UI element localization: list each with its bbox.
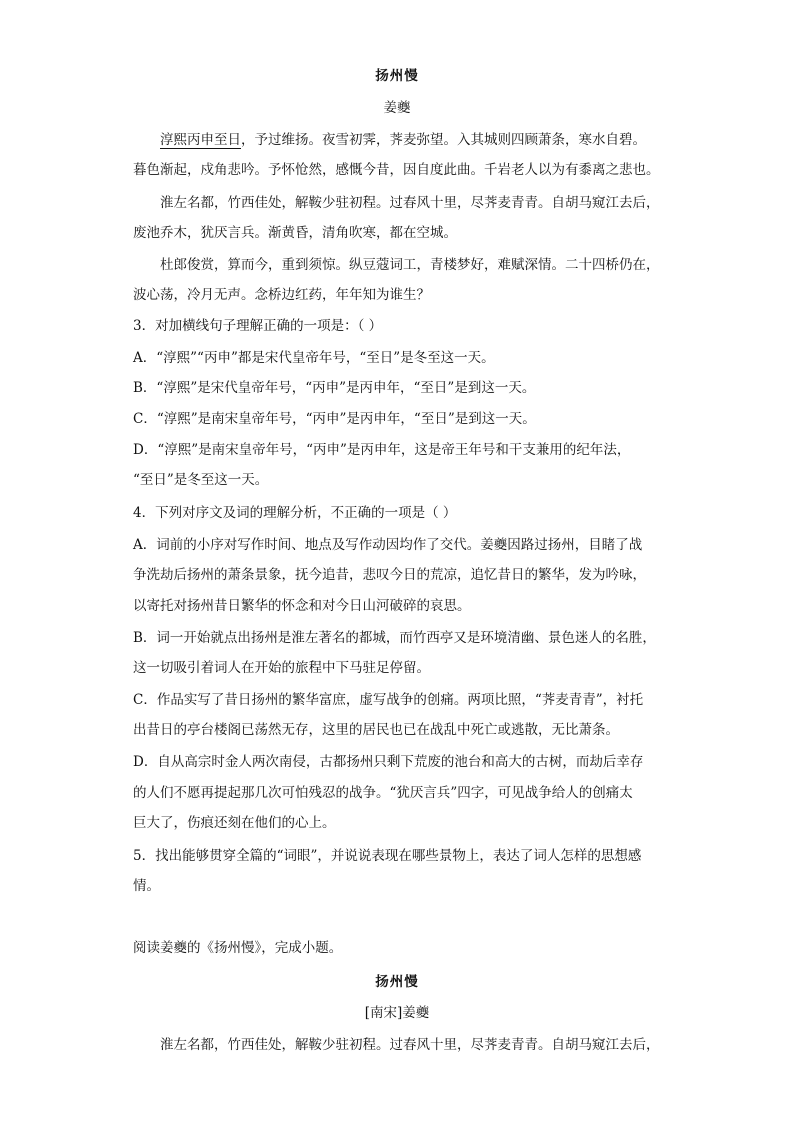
question-5-line-1: 5．找出能够贯穿全篇的“词眼”，并说说表现在哪些景物上，表达了词人怎样的思想感 (133, 848, 642, 864)
preface-line-1 (160, 130, 680, 150)
stanza1-line-2: 废池乔木，犹厌言兵。渐黄昏，清角吹寒，都在空城。 (133, 225, 457, 241)
question-3-stem: 3．对加横线句子理解正确的一项是：（ ） (133, 318, 383, 334)
question-4-option-c-1: C．作品实写了昔日扬州的繁华富庶，虚写战争的创痛。两项比照，“荠麦青青”，衬托 (133, 692, 644, 708)
poem-title: 扬州慢 (375, 68, 419, 84)
question-4-option-d-3: 巨大了，伤痕还刻在他们的心上。 (133, 815, 336, 831)
preface-line-2: 暮色渐起，戍角悲吟。予怀怆然，感慨今昔，因自度此曲。千岩老人以为有黍离之悲也。 (133, 162, 660, 178)
stanza2-line-1: 杜郎俊赏，算而今，重到须惊。纵豆蔻词工，青楼梦好，难赋深情。二十四桥仍在， (160, 257, 660, 273)
question-4-option-d-2: 的人们不愿再提起那几次可怕残忍的战争。“犹厌言兵”四字，可见战争给人的创痛太 (133, 785, 633, 801)
underlined-phrase: 淳熙丙申至日 (160, 132, 241, 148)
question-4-option-a-2: 争洗劫后扬州的萧条景象，抚今追昔，悲叹今日的荒凉，追忆昔日的繁华，发为吟咏， (133, 567, 646, 583)
question-3-option-d-1: D．“淳熙”是南宋皇帝年号，“丙申”是丙申年，这是帝王年号和干支兼用的纪年法， (133, 442, 631, 458)
question-5-line-2: 情。 (133, 878, 160, 894)
section-2-line-1: 淮左名都，竹西佳处，解鞍少驻初程。过春风十里，尽荠麦青青。自胡马窥江去后， (160, 1037, 660, 1053)
question-4-option-b-2: 这一切吸引着词人在开始的旅程中下马驻足停留。 (133, 660, 430, 676)
question-3-option-c: C．“淳熙”是南宋皇帝年号，“丙申”是丙申年，“至日”是到这一天。 (133, 411, 536, 427)
question-4-stem: 4．下列对序文及词的理解分析，不正确的一项是（ ） (133, 505, 457, 521)
question-3-option-a: A．“淳熙”“丙申”都是宋代皇帝年号，“至日”是冬至这一天。 (133, 350, 495, 366)
section-2-intro: 阅读姜夔的《扬州慢》，完成小题。 (133, 940, 343, 956)
section-2-poem-title: 扬州慢 (375, 974, 419, 990)
stanza2-line-2: 波心荡，冷月无声。念桥边红药，年年知为谁生？ (133, 287, 430, 303)
stanza1-line-1: 淮左名都，竹西佳处，解鞍少驻初程。过春风十里，尽荠麦青青。自胡马窥江去后， (160, 195, 660, 211)
question-4-option-c-2: 出昔日的亭台楼阁已荡然无存，这里的居民也已在战乱中死亡或逃散，无比萧条。 (133, 722, 619, 738)
section-2-poem-author: [南宋]姜夔 (364, 1005, 430, 1021)
preface-line-1-rest: ，予过维扬。夜雪初霁，荠麦弥望。入其城则四顾萧条，寒水自碧。 (241, 132, 646, 148)
question-4-option-a-3: 以寄托对扬州昔日繁华的怀念和对今日山河破碎的哀思。 (133, 598, 471, 614)
question-4-option-a-1: A．词前的小序对写作时间、地点及写作动因均作了交代。姜夔因路过扬州，目睹了战 (133, 537, 643, 553)
poem-author: 姜夔 (383, 100, 411, 116)
question-3-option-d-2: “至日”是冬至这一天。 (133, 472, 269, 488)
question-3-option-b: B．“淳熙”是宋代皇帝年号，“丙申”是丙申年，“至日”是到这一天。 (133, 380, 536, 396)
question-4-option-d-1: D．自从高宗时金人两次南侵，古都扬州只剩下荒废的池台和高大的古树，而劫后幸存 (133, 754, 644, 770)
question-4-option-b-1: B．词一开始就点出扬州是淮左著名的都城，而竹西亭又是环境清幽、景色迷人的名胜， (133, 630, 656, 646)
